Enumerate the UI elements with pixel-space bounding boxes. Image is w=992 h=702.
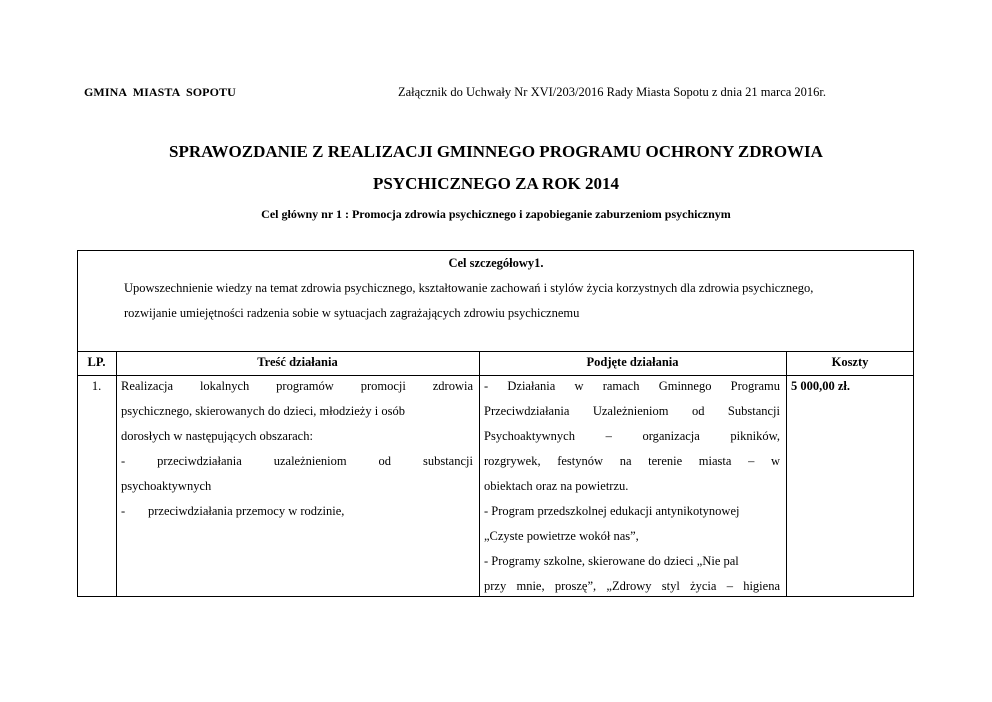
word: w <box>574 379 584 393</box>
content-line-1 <box>121 379 473 394</box>
row-lp: 1. <box>91 379 102 393</box>
word: Programu <box>730 379 780 393</box>
content-line-4 <box>121 454 473 469</box>
table-divider-row <box>77 375 914 376</box>
municipality-name: GMINA MIASTA SOPOTU <box>84 85 236 99</box>
word: Substancji <box>727 404 780 418</box>
table-divider-header <box>77 351 914 352</box>
word: Gminnego <box>658 379 712 393</box>
actions-line-4 <box>484 454 780 469</box>
report-table <box>77 250 914 597</box>
word: Uzależnieniom <box>592 404 669 418</box>
actions-line-2 <box>484 404 780 419</box>
specific-goal-line-2: rozwijanie umiejętności radzenia sobie w sytuacjach zagrażających zdrowiu psychicznemu <box>124 306 580 320</box>
word: terenie <box>648 454 683 468</box>
content-line-5: psychoaktywnych <box>121 479 212 493</box>
actions-line-1 <box>484 379 780 394</box>
word: promocji <box>360 379 406 393</box>
word: Psychoaktywnych <box>484 429 575 443</box>
word: „Zdrowy <box>606 579 652 593</box>
table-col-divider-3 <box>786 351 787 597</box>
document-title-line-2: PSYCHICZNEGO ZA ROK 2014 <box>372 174 620 193</box>
word: – <box>748 454 755 468</box>
word: – <box>726 579 733 593</box>
column-header-content: Treść działania <box>257 355 338 369</box>
word: proszę”, <box>554 579 597 593</box>
actions-line-5: obiektach oraz na powietrzu. <box>484 479 629 493</box>
word: festynów <box>557 454 604 468</box>
word: na <box>619 454 632 468</box>
word: rozgrywek, <box>484 454 541 468</box>
word: Przeciwdziałania <box>484 404 570 418</box>
word: organizacja <box>642 429 700 443</box>
word: mnie, <box>516 579 545 593</box>
actions-line-7: „Czyste powietrze wokół nas”, <box>484 529 639 543</box>
word: w <box>770 454 780 468</box>
content-bullet-dash: - <box>121 504 126 518</box>
row-cost: 5 000,00 zł. <box>791 379 851 393</box>
word: życia <box>690 579 717 593</box>
document-title-line-1: SPRAWOZDANIE Z REALIZACJI GMINNEGO PROGRAMU OCHRONY ZDROWIA <box>169 142 823 161</box>
word: od <box>378 454 392 468</box>
table-col-divider-2 <box>479 351 480 597</box>
content-line-6: przeciwdziałania przemocy w rodzinie, <box>148 504 345 518</box>
word: przy <box>484 579 507 593</box>
word: programów <box>276 379 334 393</box>
actions-line-6: - Program przedszkolnej edukacji antynikotynowej <box>484 504 740 518</box>
table-col-divider-1 <box>116 351 117 597</box>
word: miasta <box>698 454 732 468</box>
specific-goal-heading: Cel szczegółowy1. <box>448 256 544 270</box>
actions-line-8: - Programy szkolne, skierowane do dzieci „Nie pal <box>484 554 739 568</box>
word: uzależnieniom <box>273 454 347 468</box>
actions-line-9 <box>484 579 780 594</box>
word: od <box>691 404 705 418</box>
column-header-lp: LP. <box>87 355 106 369</box>
word: – <box>605 429 612 443</box>
main-goal: Cel główny nr 1 : Promocja zdrowia psychicznego i zapobieganie zaburzeniom psychicznym <box>261 207 731 221</box>
column-header-costs: Koszty <box>831 355 869 369</box>
content-line-2: psychicznego, skierowanych do dzieci, młodzieży i osób <box>121 404 405 418</box>
word: Realizacja <box>121 379 174 393</box>
specific-goal-line-1: Upowszechnienie wiedzy na temat zdrowia psychicznego, kształtowanie zachowań i stylów życia korzystnych dla zdrowia psychicznego, <box>124 281 814 295</box>
word: lokalnych <box>199 379 250 393</box>
word: styl <box>661 579 680 593</box>
column-header-actions: Podjęte działania <box>586 355 679 369</box>
word: Działania <box>507 379 556 393</box>
actions-line-3 <box>484 429 780 444</box>
attachment-note: Załącznik do Uchwały Nr XVI/203/2016 Rady Miasta Sopotu z dnia 21 marca 2016r. <box>398 85 827 99</box>
content-line-3: dorosłych w następujących obszarach: <box>121 429 313 443</box>
word: ramach <box>602 379 640 393</box>
word: - <box>121 454 126 468</box>
word: higiena <box>743 579 780 593</box>
word: substancji <box>422 454 473 468</box>
word: zdrowia <box>432 379 473 393</box>
word: przeciwdziałania <box>157 454 242 468</box>
word: pikników, <box>730 429 780 443</box>
word: - <box>484 379 489 393</box>
